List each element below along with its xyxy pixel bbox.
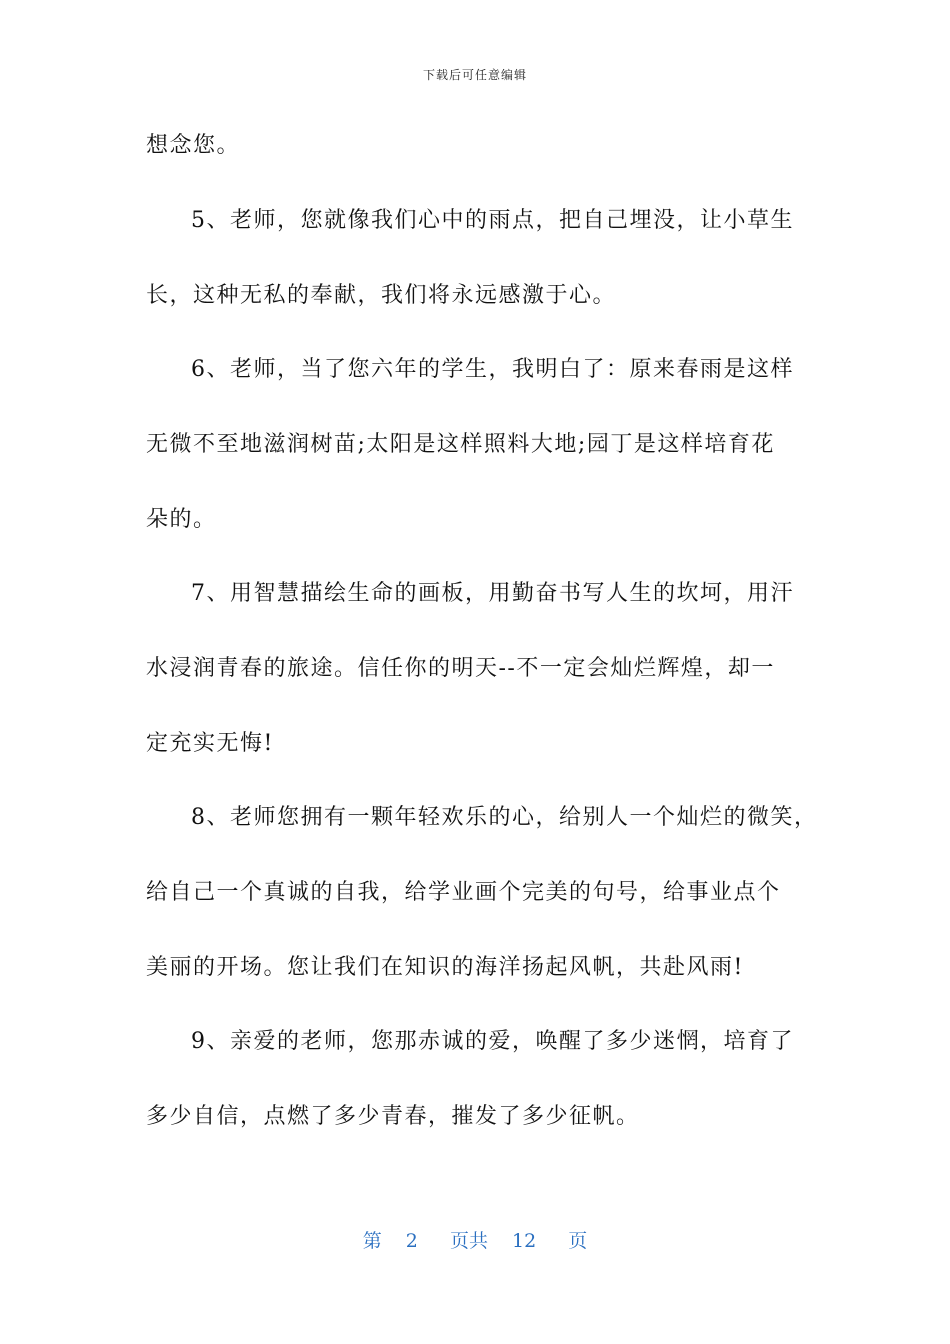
text-line: 美丽的开场。您让我们在知识的海洋扬起风帆，共赴风雨! (146, 955, 744, 980)
text-line: 长，这种无私的奉献，我们将永远感激于心。 (146, 283, 617, 308)
text-line: 想念您。 (146, 133, 241, 158)
text-line: 定充实无悔! (146, 731, 274, 756)
text-line: 无微不至地滋润树苗;太阳是这样照料大地;园丁是这样培育花 (146, 432, 775, 457)
footer-suffix: 页 (568, 1230, 588, 1252)
text-line: 水浸润青春的旅途。信任你的明天--不一定会灿烂辉煌，却一 (146, 656, 775, 681)
text-line: 多少自信，点燃了多少青春，摧发了多少征帆。 (146, 1104, 640, 1129)
text-line: 8、老师您拥有一颗年轻欢乐的心，给别人一个灿烂的微笑， (191, 805, 818, 830)
text-line: 7、用智慧描绘生命的画板，用勤奋书写人生的坎坷，用汗 (191, 581, 794, 606)
text-line: 9、亲爱的老师，您那赤诚的爱，唤醒了多少迷惘，培育了 (191, 1029, 794, 1054)
page-footer (0, 1226, 950, 1253)
footer-page-number: 2 (405, 1230, 418, 1252)
text-line: 朵的。 (146, 507, 217, 532)
text-line: 6、老师，当了您六年的学生，我明白了：原来春雨是这样 (191, 357, 794, 382)
footer-prefix: 第 (362, 1230, 382, 1252)
footer-total-pages: 12 (512, 1230, 537, 1252)
text-line: 5、老师，您就像我们心中的雨点，把自己埋没，让小草生 (191, 208, 794, 233)
footer-middle: 页共 (449, 1230, 488, 1252)
text-line: 给自己一个真诚的自我，给学业画个完美的句号，给事业点个 (146, 880, 781, 905)
page-header: 下载后可任意编辑 (422, 68, 527, 82)
